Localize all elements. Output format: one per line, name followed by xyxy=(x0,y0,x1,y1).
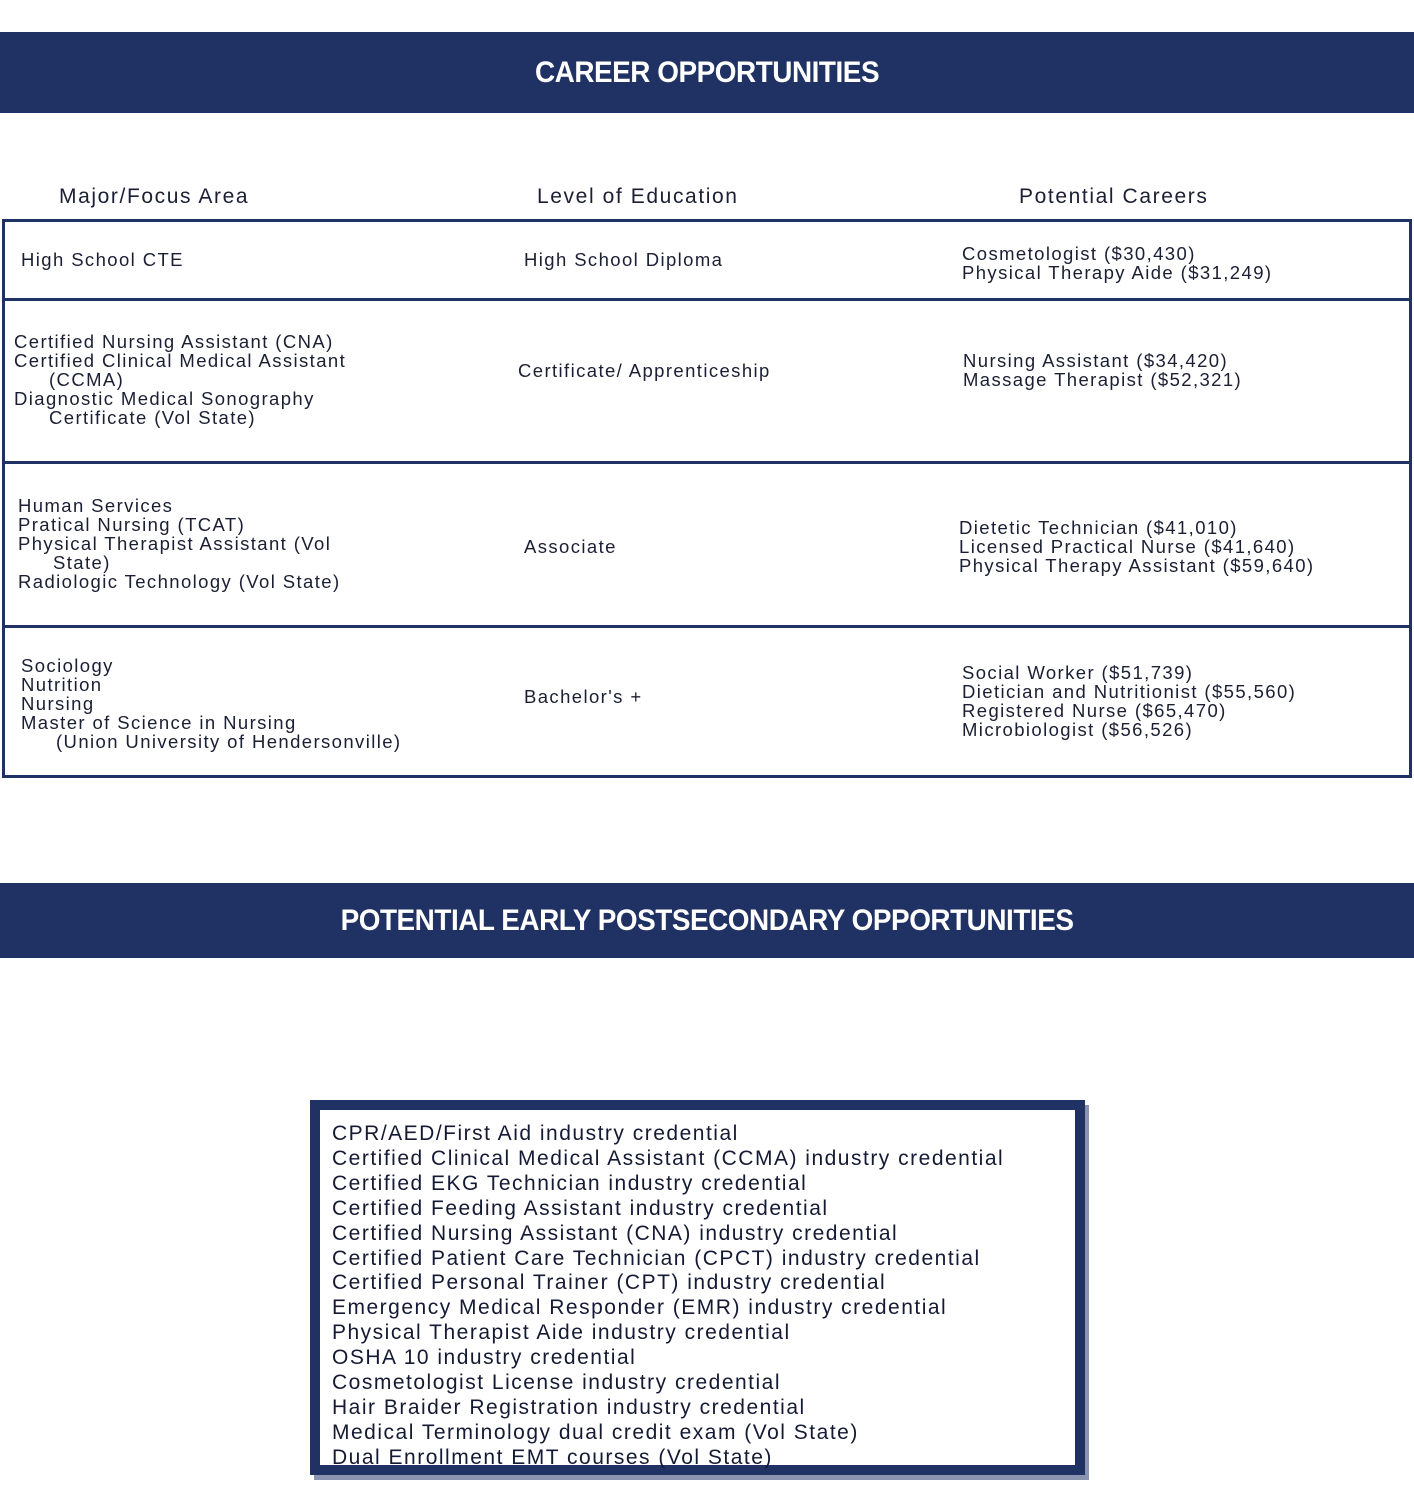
major-item: Diagnostic Medical Sonography xyxy=(14,388,315,409)
credentials-box xyxy=(310,1100,1085,1475)
major-item: (Union University of Hendersonville) xyxy=(56,731,402,752)
education-level-cell: High School Diploma xyxy=(524,249,724,270)
career-item: Nursing Assistant ($34,420) xyxy=(963,350,1229,371)
major-focus-cell xyxy=(14,332,346,427)
career-opportunities-title: CAREER OPPORTUNITIES xyxy=(534,55,880,89)
major-item: State) xyxy=(53,552,111,573)
credential-item: Cosmetologist License industry credential xyxy=(332,1371,782,1395)
major-item: Certificate (Vol State) xyxy=(49,407,256,428)
header-potential-careers: Potential Careers xyxy=(1019,185,1209,208)
career-opportunities-banner xyxy=(0,32,1414,113)
major-item: Nursing xyxy=(21,693,95,714)
career-item: Cosmetologist ($30,430) xyxy=(962,243,1196,264)
header-major-focus-area: Major/Focus Area xyxy=(59,185,250,208)
career-item: Physical Therapy Assistant ($59,640) xyxy=(959,555,1315,576)
career-item: Physical Therapy Aide ($31,249) xyxy=(962,262,1273,283)
career-item: Social Worker ($51,739) xyxy=(962,662,1194,683)
credential-item: OSHA 10 industry credential xyxy=(332,1346,637,1370)
credentials-list xyxy=(332,1122,1004,1471)
career-item: Registered Nurse ($65,470) xyxy=(962,700,1227,721)
career-item: Dietetic Technician ($41,010) xyxy=(959,517,1238,538)
postsecondary-banner xyxy=(0,883,1414,958)
education-level-cell: Associate xyxy=(524,536,617,557)
table-row xyxy=(2,219,1412,298)
career-item: Massage Therapist ($52,321) xyxy=(963,369,1243,390)
credential-item: Physical Therapist Aide industry credential xyxy=(332,1321,791,1345)
major-item: Radiologic Technology (Vol State) xyxy=(18,571,341,592)
major-item: Master of Science in Nursing xyxy=(21,712,297,733)
major-focus-cell xyxy=(21,656,402,751)
major-focus-cell xyxy=(21,250,184,269)
career-item: Dietician and Nutritionist ($55,560) xyxy=(962,681,1297,702)
header-level-of-education: Level of Education xyxy=(537,185,739,208)
major-item: Physical Therapist Assistant (Vol xyxy=(18,533,332,554)
credential-item: Emergency Medical Responder (EMR) industry credential xyxy=(332,1296,948,1320)
major-focus-cell xyxy=(18,496,341,591)
career-item: Microbiologist ($56,526) xyxy=(962,719,1194,740)
potential-careers-cell xyxy=(962,663,1296,739)
education-level-cell: Bachelor's + xyxy=(524,686,643,707)
major-item: High School CTE xyxy=(21,249,184,270)
major-item: Pratical Nursing (TCAT) xyxy=(18,514,246,535)
education-level-cell: Certificate/ Apprenticeship xyxy=(518,360,771,381)
credential-item: CPR/AED/First Aid industry credential xyxy=(332,1122,739,1145)
career-item: Licensed Practical Nurse ($41,640) xyxy=(959,536,1296,557)
credential-item: Certified Nursing Assistant (CNA) industry credential xyxy=(332,1221,899,1245)
major-item: Sociology xyxy=(21,655,114,676)
credential-item: Medical Terminology dual credit exam (Vol State) xyxy=(332,1420,859,1444)
credential-item: Certified Patient Care Technician (CPCT) industry credential xyxy=(332,1246,981,1270)
potential-careers-cell xyxy=(963,351,1242,389)
potential-careers-cell xyxy=(959,518,1314,575)
credential-item: Certified Personal Trainer (CPT) industry credential xyxy=(332,1271,887,1295)
table-row xyxy=(2,298,1412,461)
major-item: Human Services xyxy=(18,495,174,516)
table-row xyxy=(2,461,1412,625)
postsecondary-title: POTENTIAL EARLY POSTSECONDARY OPPORTUNITIES xyxy=(340,903,1074,937)
major-item: Nutrition xyxy=(21,674,103,695)
credential-item: Certified Clinical Medical Assistant (CCMA) industry credential xyxy=(332,1146,1005,1170)
credential-item: Certified EKG Technician industry credential xyxy=(332,1171,808,1195)
major-item: Certified Nursing Assistant (CNA) xyxy=(14,331,334,352)
credential-item: Certified Feeding Assistant industry credential xyxy=(332,1196,829,1220)
table-row xyxy=(2,625,1412,778)
credential-item: Hair Braider Registration industry credential xyxy=(332,1395,806,1419)
major-item: (CCMA) xyxy=(49,369,125,390)
major-item: Certified Clinical Medical Assistant xyxy=(14,350,347,371)
credential-item: Dual Enrollment EMT courses (Vol State) xyxy=(332,1445,773,1469)
potential-careers-cell xyxy=(962,244,1272,282)
